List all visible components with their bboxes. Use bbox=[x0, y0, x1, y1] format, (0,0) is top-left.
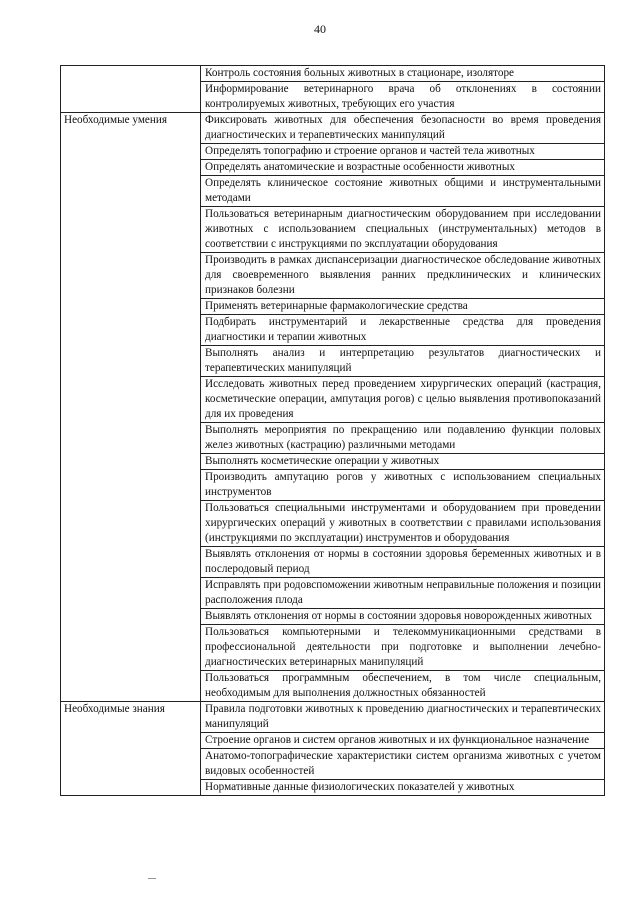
requirement-text: Выполнять анализ и интерпретацию результатов диагностических и терапевтических манипуляций bbox=[201, 346, 605, 377]
requirement-text: Выполнять косметические операции у животных bbox=[201, 454, 605, 470]
requirement-text: Правила подготовки животных к проведению диагностических и терапевтических манипуляций bbox=[201, 702, 605, 733]
table-row bbox=[61, 113, 605, 144]
requirement-text: Анатомо-топографические характеристики систем организма животных с учетом видовых особенностей bbox=[201, 749, 605, 780]
requirement-text: Контроль состояния больных животных в стационаре, изоляторе bbox=[201, 66, 605, 82]
section-label: Необходимые умения bbox=[61, 113, 201, 702]
scan-mark bbox=[148, 878, 156, 879]
requirement-text: Выполнять мероприятия по прекращению или подавлению функции половых желез животных (кастрацию) различными методами bbox=[201, 423, 605, 454]
requirement-text: Производить в рамках диспансеризации диагностическое обследование животных для своевременного выявления ранних предклинических и клинических признаков болезни bbox=[201, 253, 605, 299]
requirement-text: Фиксировать животных для обеспечения безопасности во время проведения диагностических и терапевтических манипуляций bbox=[201, 113, 605, 144]
requirement-text: Исследовать животных перед проведением хирургических операций (кастрация, косметические операции, ампутация рогов) с целью выявления противопоказаний для их проведения bbox=[201, 377, 605, 423]
page-number: 40 bbox=[314, 22, 326, 36]
requirement-text: Пользоваться компьютерными и телекоммуникационными средствами в профессиональной деятельности при подготовке и выполнении лечебно-диагностических ветеринарных манипуляций bbox=[201, 625, 605, 671]
section-label: Необходимые знания bbox=[61, 702, 201, 796]
requirement-text: Информирование ветеринарного врача об отклонениях в состоянии контролируемых животных, требующих его участия bbox=[201, 82, 605, 113]
requirement-text: Применять ветеринарные фармакологические средства bbox=[201, 299, 605, 315]
table-row bbox=[61, 66, 605, 82]
section-label bbox=[61, 66, 201, 113]
requirement-text: Выявлять отклонения от нормы в состоянии здоровья новорожденных животных bbox=[201, 609, 605, 625]
requirement-text: Выявлять отклонения от нормы в состоянии здоровья беременных животных и в послеродовый период bbox=[201, 547, 605, 578]
requirement-text: Производить ампутацию рогов у животных с использованием специальных инструментов bbox=[201, 470, 605, 501]
requirement-text: Пользоваться ветеринарным диагностическим оборудованием при исследовании животных с использованием специальных (инструментальных) методов в соответствии с инструкциями по эксплуатации оборудования bbox=[201, 207, 605, 253]
requirement-text: Строение органов и систем органов животных и их функциональное назначение bbox=[201, 733, 605, 749]
requirement-text: Определять топографию и строение органов и частей тела животных bbox=[201, 144, 605, 160]
table-row bbox=[61, 702, 605, 733]
requirement-text: Исправлять при родовспоможении животным неправильные положения и позиции расположения плода bbox=[201, 578, 605, 609]
requirement-text: Определять анатомические и возрастные особенности животных bbox=[201, 160, 605, 176]
requirement-text: Пользоваться специальными инструментами и оборудованием при проведении хирургических операций у животных в соответствии с правилами использования (инструкциями по эксплуатации) инструментов и оборудования bbox=[201, 501, 605, 547]
requirement-text: Нормативные данные физиологических показателей у животных bbox=[201, 780, 605, 796]
requirement-text: Определять клиническое состояние животных общими и инструментальными методами bbox=[201, 176, 605, 207]
requirement-text: Подбирать инструментарий и лекарственные средства для проведения диагностики и терапии животных bbox=[201, 315, 605, 346]
competency-table bbox=[60, 65, 605, 796]
requirement-text: Пользоваться программным обеспечением, в том числе специальным, необходимым для выполнения должностных обязанностей bbox=[201, 671, 605, 702]
